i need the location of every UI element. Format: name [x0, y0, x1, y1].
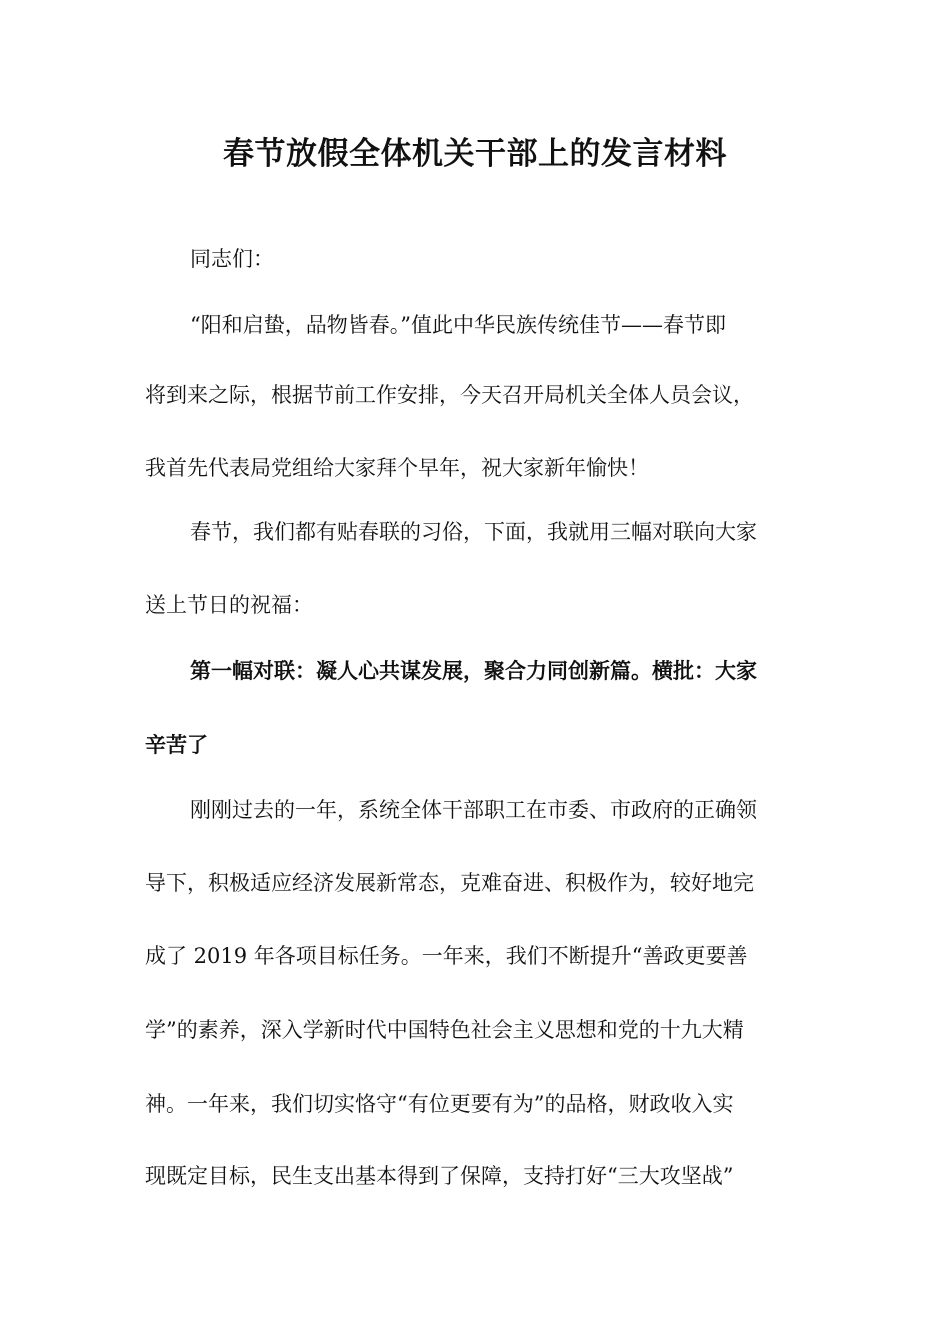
paragraph-3-line-5: 神。一年来，我们切实恪守“有位更要有为”的品格，财政收入实 [145, 1092, 734, 1116]
paragraph-2-line-2: 送上节日的祝福： [145, 593, 313, 617]
paragraph-3-line-3: 成了 2019 年各项目标任务。一年来，我们不断提升“善政更要善 [145, 944, 748, 968]
document-title: 春节放假全体机关干部上的发言材料 [223, 136, 727, 172]
paragraph-3-line-2: 导下，积极适应经济发展新常态，克难奋进、积极作为，较好地完 [145, 871, 754, 895]
salutation-line: 同志们： [190, 247, 274, 271]
paragraph-3-line-4: 学”的素养，深入学新时代中国特色社会主义思想和党的十九大精 [145, 1018, 744, 1042]
paragraph-1-line-1: “阳和启蛰，品物皆春。”值此中华民族传统佳节——春节即 [190, 313, 726, 337]
paragraph-2-line-1: 春节，我们都有贴春联的习俗，下面，我就用三幅对联向大家 [190, 520, 757, 544]
couplet-heading-line-2: 辛苦了 [145, 733, 208, 757]
paragraph-1-line-2: 将到来之际，根据节前工作安排，今天召开局机关全体人员会议， [145, 383, 754, 407]
paragraph-3-line-6: 现既定目标，民生支出基本得到了保障，支持打好“三大攻坚战” [145, 1164, 734, 1188]
couplet-heading-line-1: 第一幅对联：凝人心共谋发展，聚合力同创新篇。横批：大家 [190, 659, 757, 683]
paragraph-3-line-1: 刚刚过去的一年，系统全体干部职工在市委、市政府的正确领 [190, 798, 757, 822]
paragraph-1-line-3: 我首先代表局党组给大家拜个早年，祝大家新年愉快！ [145, 456, 649, 480]
